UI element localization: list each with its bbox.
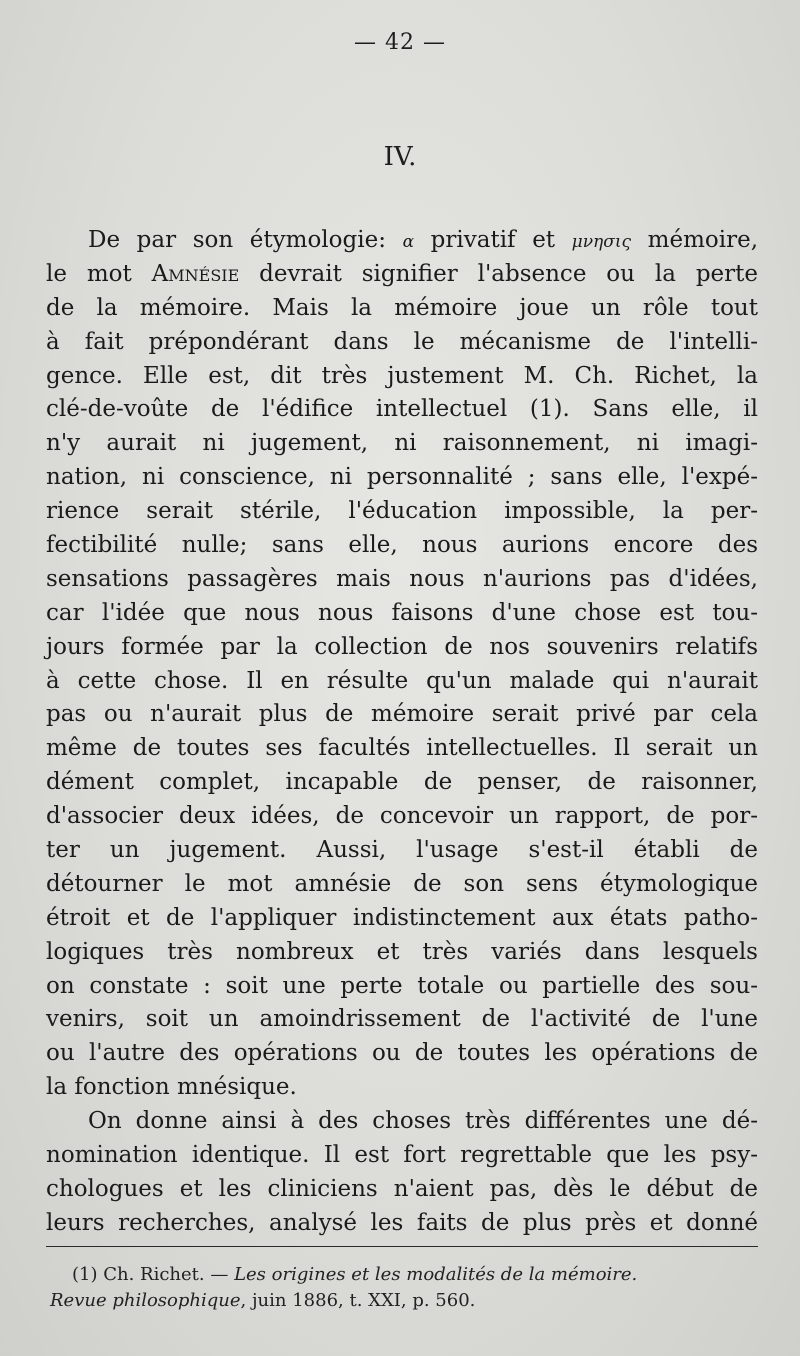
footnote-journal: Revue philosophique <box>50 1290 241 1311</box>
footnote-citation: , juin 1886, t. XXI, p. 560. <box>240 1290 476 1311</box>
text-line: de la mémoire. Mais la mémoire joue un rôle tout <box>46 294 758 321</box>
page-number: — 42 — <box>354 30 446 55</box>
text-line: ter un jugement. Aussi, l'usage s'est-il établi de <box>46 837 758 864</box>
text-line: leurs recherches, analysé les faits de plus près et donné <box>46 1209 758 1236</box>
text-line: car l'idée que nous nous faisons d'une chose est tou- <box>46 599 758 626</box>
text-line: sensations passagères mais nous n'aurions pas d'idées, <box>46 565 758 592</box>
section-heading: IV. <box>383 142 417 172</box>
text-line: pas ou n'aurait plus de mémoire serait privé par cela <box>46 701 758 728</box>
text-line: nomination identique. Il est fort regrettable que les psy- <box>46 1142 758 1169</box>
text-line: on constate : soit une perte totale ou partielle des sou- <box>46 972 758 999</box>
text-line: venirs, soit un amoindrissement de l'activité de l'une <box>46 1006 758 1033</box>
body-text <box>46 224 758 1241</box>
text-line: à cette chose. Il en résulte qu'un malade qui n'aurait <box>46 667 758 694</box>
text-line: détourner le mot amnésie de son sens étymologique <box>46 870 758 897</box>
text-line: gence. Elle est, dit très justement M. Ch. Richet, la <box>46 362 758 389</box>
text-line: le mot Amnésie devrait signifier l'absence ou la perte <box>46 260 758 287</box>
text-line: jours formée par la collection de nos souvenirs relatifs <box>46 633 758 660</box>
text-line: dément complet, incapable de penser, de raisonner, <box>46 769 758 796</box>
footnote <box>50 1262 758 1314</box>
text-line: De par son étymologie: α privatif et μνησις mémoire, <box>88 227 758 253</box>
text-line: On donne ainsi à des choses très différentes une dé- <box>88 1108 758 1135</box>
footnote-line <box>50 1288 758 1314</box>
text-line: à fait prépondérant dans le mécanisme de l'intelli- <box>46 328 758 355</box>
text-line: clé-de-voûte de l'édifice intellectuel (1). Sans elle, il <box>46 396 758 423</box>
text-line: étroit et de l'appliquer indistinctement aux états patho- <box>46 904 758 931</box>
text-line: fectibilité nulle; sans elle, nous aurions encore des <box>46 532 758 559</box>
text-line: chologues et les cliniciens n'aient pas, dès le début de <box>46 1175 758 1202</box>
text-line: même de toutes ses facultés intellectuelles. Il serait un <box>46 735 758 762</box>
footnote-title: Les origines et les modalités de la mémoire. <box>234 1264 638 1285</box>
footnote-line <box>50 1262 758 1288</box>
greek-alpha: α <box>402 232 415 252</box>
greek-word: μνησις <box>571 232 632 252</box>
footnote-separator <box>46 1246 758 1247</box>
text-line: n'y aurait ni jugement, ni raisonnement, ni imagi- <box>46 430 758 457</box>
text-line: rience serait stérile, l'éducation impossible, la per- <box>46 498 758 525</box>
text-line: nation, ni conscience, ni personnalité ; sans elle, l'expé- <box>46 464 758 491</box>
footnote-marker: (1) Ch. Richet. — <box>72 1264 235 1285</box>
text-line: la fonction mnésique. <box>46 1074 297 1101</box>
text-line: d'associer deux idées, de concevoir un rapport, de por- <box>46 803 758 830</box>
text-line: ou l'autre des opérations ou de toutes les opérations de <box>46 1040 758 1067</box>
term-amnesie: Amnésie <box>151 260 240 287</box>
text-line: logiques très nombreux et très variés dans lesquels <box>46 938 758 965</box>
